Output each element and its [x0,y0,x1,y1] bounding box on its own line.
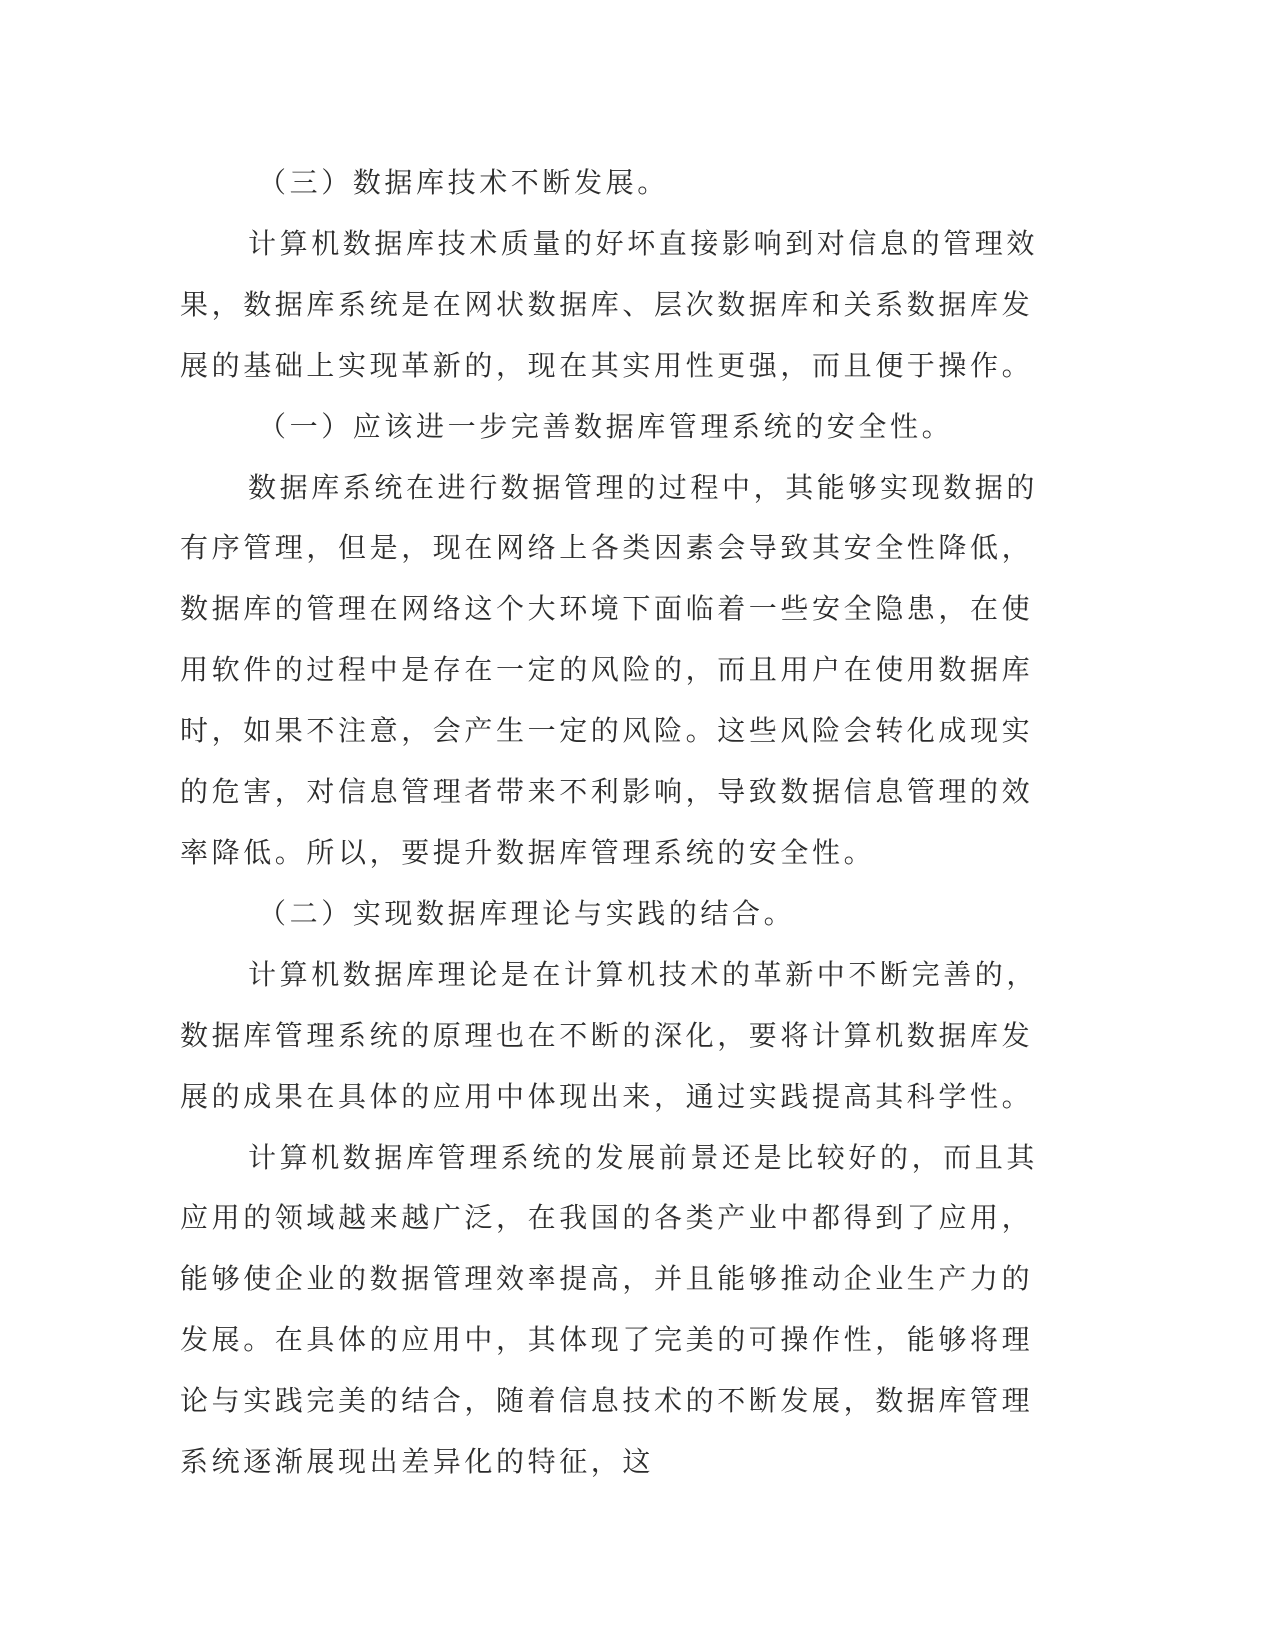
body-paragraph-4: 计算机数据库管理系统的发展前景还是比较好的，而且其应用的领域越来越广泛，在我国的各类产业中都得到了应用，能够使企业的数据管理效率提高，并且能够推动企业生产力的发展。在具体的应用中，其体现了完美的可操作性，能够将理论与实践完美的结合，随着信息技术的不断发展，数据库管理系统逐渐展现出差异化的特征，这 [180,1140,1039,1479]
section-heading-3: （三）数据库技术不断发展。 [258,166,669,199]
body-paragraph-3: 计算机数据库理论是在计算机技术的革新中不断完善的，数据库管理系统的原理也在不断的深化，要将计算机数据库发展的成果在具体的应用中体现出来，通过实践提高其科学性。 [180,957,1039,1113]
body-paragraph-2: 数据库系统在进行数据管理的过程中，其能够实现数据的有序管理，但是，现在网络上各类因素会导致其安全性降低，数据库的管理在网络这个大环境下面临着一些安全隐患，在使用软件的过程中是存在一定的风险的，而且用户在使用数据库时，如果不注意，会产生一定的风险。这些风险会转化成现实的危害，对信息管理者带来不利影响，导致数据信息管理的效率降低。所以，要提升数据库管理系统的安全性。 [180,470,1039,869]
body-paragraph-1: 计算机数据库技术质量的好坏直接影响到对信息的管理效果，数据库系统是在网状数据库、层次数据库和关系数据库发展的基础上实现革新的，现在其实用性更强，而且便于操作。 [180,226,1039,382]
document-body [180,153,1040,1493]
section-heading-1: （一）应该进一步完善数据库管理系统的安全性。 [258,409,954,443]
section-heading-2: （二）实现数据库理论与实践的结合。 [258,896,796,930]
